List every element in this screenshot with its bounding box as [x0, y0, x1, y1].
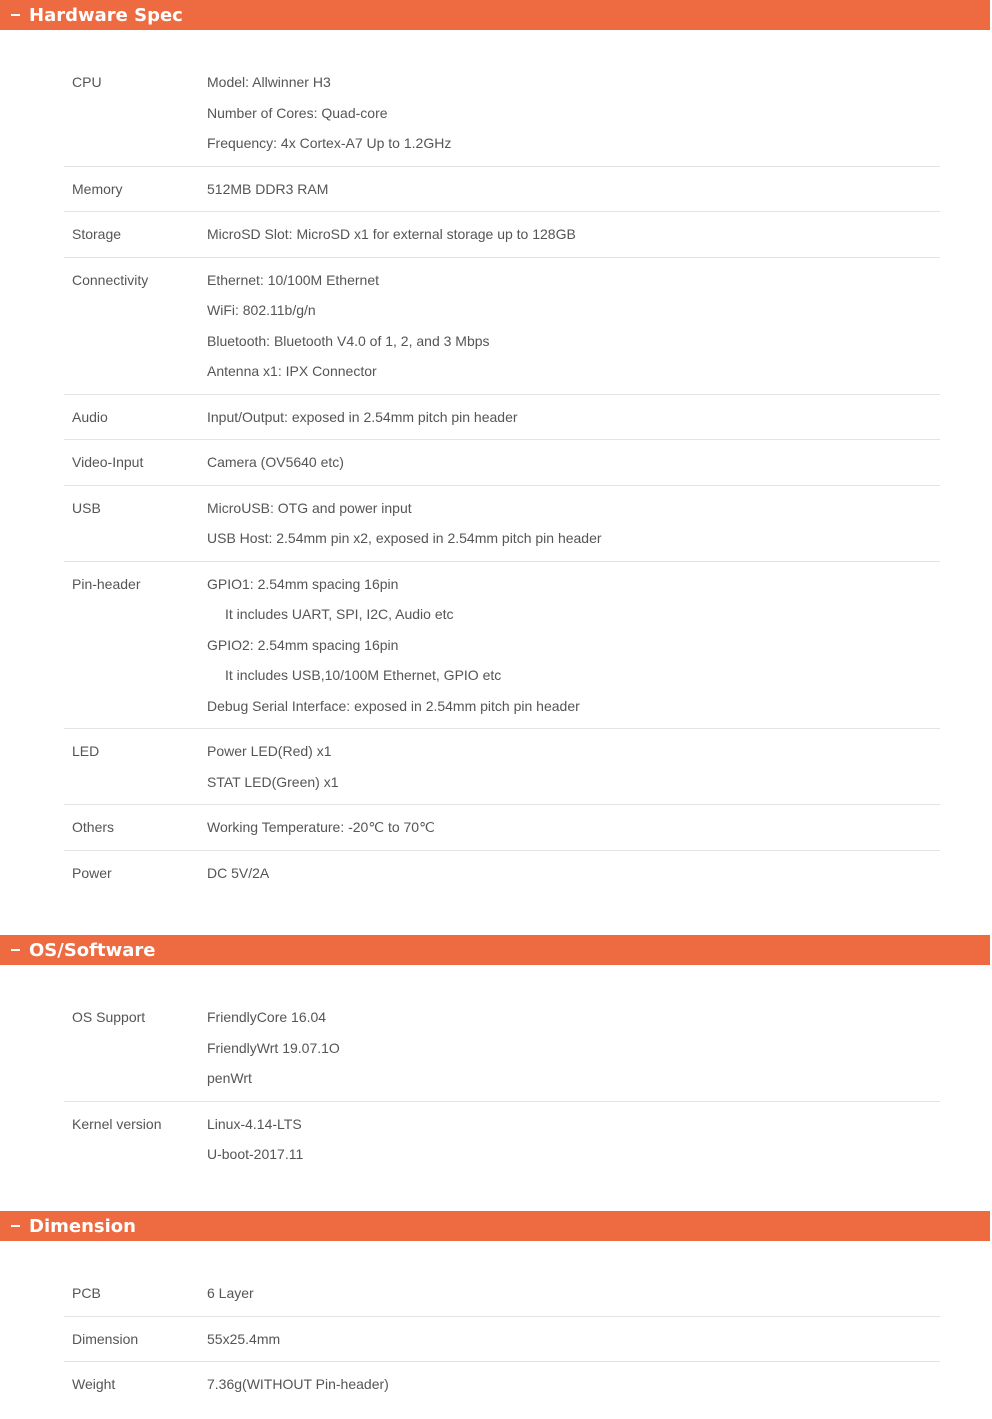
spec-value: Antenna x1: IPX Connector — [207, 363, 377, 379]
spec-values — [207, 1324, 940, 1355]
spec-value: U-boot-2017.11 — [207, 1146, 304, 1162]
spec-value: 512MB DDR3 RAM — [207, 180, 329, 197]
spec-value: Number of Cores: Quad-core — [207, 104, 388, 121]
spec-label: PCB — [72, 1285, 101, 1301]
spec-value: USB Host: 2.54mm pin x2, exposed in 2.54mm pitch pin header — [207, 530, 602, 546]
section-header-os-software[interactable] — [0, 935, 990, 965]
spec-values — [207, 174, 940, 205]
spec-values — [207, 493, 940, 554]
spec-values — [207, 736, 940, 797]
spec-values — [207, 812, 940, 843]
spec-value: Frequency: 4x Cortex-A7 Up to 1.2GHz — [207, 135, 452, 151]
spec-table — [0, 965, 990, 1177]
spec-table — [0, 30, 990, 895]
spec-row — [64, 562, 940, 730]
spec-value: 6 Layer — [207, 1285, 254, 1301]
collapse-icon[interactable] — [11, 1225, 20, 1227]
spec-value: Bluetooth: Bluetooth V4.0 of 1, 2, and 3 Mbps — [207, 332, 490, 349]
spec-label: Dimension — [72, 1330, 139, 1347]
spec-value: Ethernet: 10/100M Ethernet — [207, 271, 379, 288]
spec-label: Pin-header — [72, 575, 141, 592]
spec-values — [207, 67, 940, 159]
spec-value: Input/Output: exposed in 2.54mm pitch pin header — [207, 408, 518, 425]
spec-row — [64, 167, 940, 213]
spec-label: Connectivity — [72, 271, 149, 288]
spec-row — [64, 805, 940, 851]
spec-label: USB — [72, 499, 101, 516]
spec-value: Power LED(Red) x1 — [207, 743, 332, 759]
spec-value: Debug Serial Interface: exposed in 2.54mm pitch pin header — [207, 697, 580, 714]
section-header-dimension[interactable] — [0, 1211, 990, 1241]
spec-values — [207, 447, 940, 478]
spec-row — [64, 1271, 940, 1317]
spec-values — [207, 402, 940, 433]
spec-values — [207, 858, 940, 889]
spec-value: Model: Allwinner H3 — [207, 74, 331, 90]
spec-value: GPIO2: 2.54mm spacing 16pin — [207, 636, 399, 653]
spec-row — [64, 486, 940, 562]
spec-value: MicroUSB: OTG and power input — [207, 499, 412, 516]
spec-values — [207, 1369, 940, 1400]
spec-value: STAT LED(Green) x1 — [207, 773, 339, 790]
spec-value: Camera (OV5640 etc) — [207, 454, 344, 470]
spec-value: 7.36g(WITHOUT Pin-header) — [207, 1376, 389, 1392]
collapse-icon[interactable] — [11, 14, 20, 16]
spec-label: Others — [72, 819, 115, 835]
spec-values — [207, 1278, 940, 1309]
spec-value: GPIO1: 2.54mm spacing 16pin — [207, 575, 399, 592]
spec-row — [64, 729, 940, 805]
spec-value: penWrt — [207, 1070, 252, 1086]
spec-value: FriendlyWrt 19.07.1O — [207, 1039, 340, 1056]
section-title: OS/Software — [29, 939, 156, 961]
spec-label: Audio — [72, 408, 108, 425]
spec-label: Memory — [72, 180, 123, 197]
section-header-hardware-spec[interactable] — [0, 0, 990, 30]
spec-value: WiFi: 802.11b/g/n — [207, 302, 316, 318]
spec-row — [64, 1102, 940, 1177]
spec-row — [64, 258, 940, 395]
spec-values — [207, 265, 940, 387]
spec-value: 55x25.4mm — [207, 1330, 281, 1347]
spec-row — [64, 212, 940, 258]
spec-label: Video-Input — [72, 454, 144, 470]
section-dimension — [0, 1211, 990, 1407]
spec-table — [0, 1241, 990, 1407]
section-os-software — [0, 935, 990, 1177]
spec-label: Kernel version — [72, 1115, 162, 1132]
spec-values — [207, 569, 940, 722]
spec-label: Power — [72, 864, 112, 881]
spec-values — [207, 219, 940, 250]
spec-value: FriendlyCore 16.04 — [207, 1009, 327, 1025]
spec-value: DC 5V/2A — [207, 864, 270, 881]
spec-row — [64, 851, 940, 896]
section-title: Dimension — [29, 1215, 136, 1237]
spec-row — [64, 440, 940, 486]
spec-value: MicroSD Slot: MicroSD x1 for external storage up to 128GB — [207, 226, 576, 242]
spec-label: Storage — [72, 226, 122, 242]
spec-label: OS Support — [72, 1009, 146, 1025]
spec-value: Linux-4.14-LTS — [207, 1115, 302, 1132]
spec-row — [64, 1362, 940, 1407]
spec-value: It includes USB,10/100M Ethernet, GPIO etc — [225, 667, 502, 683]
spec-label: LED — [72, 743, 100, 759]
spec-row — [64, 60, 940, 167]
spec-label: Weight — [72, 1376, 116, 1392]
spec-value: Working Temperature: -20℃ to 70℃ — [207, 819, 435, 835]
spec-row — [64, 395, 940, 441]
spec-label: CPU — [72, 74, 102, 90]
spec-row — [64, 1317, 940, 1363]
section-title: Hardware Spec — [29, 4, 183, 26]
collapse-icon[interactable] — [11, 949, 20, 951]
spec-values — [207, 1109, 940, 1170]
spec-value: It includes UART, SPI, I2C, Audio etc — [225, 606, 454, 622]
spec-values — [207, 1002, 940, 1094]
spec-row — [64, 995, 940, 1102]
